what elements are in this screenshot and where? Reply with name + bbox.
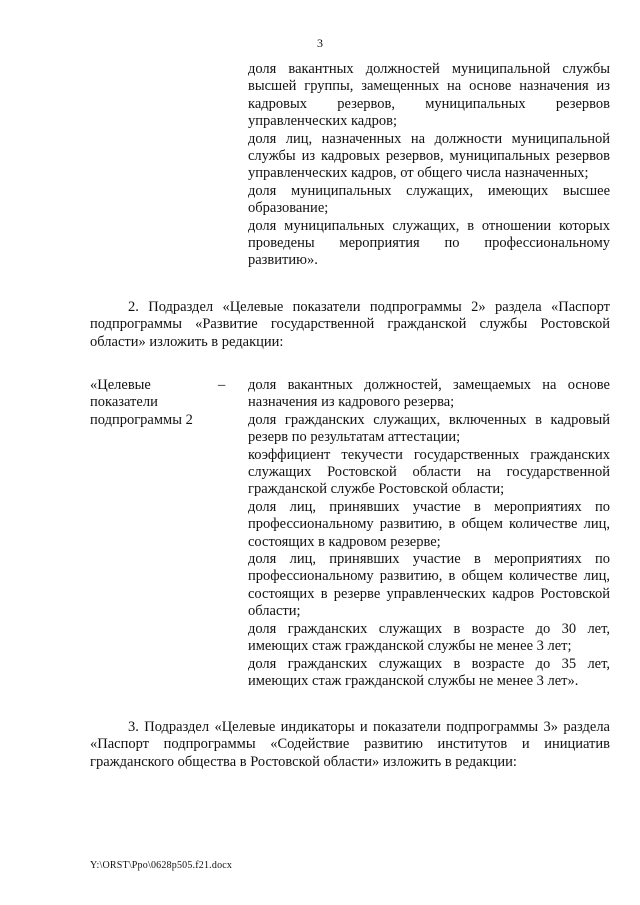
list-item: доля гражданских служащих, включенных в кадровый резерв по результатам аттестации; bbox=[248, 411, 610, 446]
indicators-list-municipal bbox=[248, 61, 610, 270]
list-item: доля муниципальных служащих, имеющих высшее образование; bbox=[248, 182, 610, 217]
list-item: доля муниципальных служащих, в отношении которых проведены мероприятия по профессиональному развитию». bbox=[248, 217, 610, 269]
section-label-line: подпрограммы 2 bbox=[90, 411, 193, 428]
page-number: 3 bbox=[317, 36, 323, 50]
list-item: коэффициент текучести государственных гражданских служащих Ростовской области на государственной гражданской службе Ростовской области; bbox=[248, 446, 610, 498]
paragraph-2: 2. Подраздел «Целевые показатели подпрограммы 2» раздела «Паспорт подпрограммы «Развитие государственной гражданской службы Ростовской области» изложить в редакции: bbox=[90, 299, 610, 350]
section-label-line: показатели bbox=[90, 394, 158, 411]
list-item: доля лиц, принявших участие в мероприятиях по профессиональному развитию, в общем количестве лиц, состоящих в кадровом резерве; bbox=[248, 498, 610, 550]
section-label bbox=[90, 377, 250, 429]
list-item: доля гражданских служащих в возрасте до 35 лет, имеющих стаж гражданской службы не менее 3 лет». bbox=[248, 655, 610, 689]
list-item: доля вакантных должностей, замещаемых на основе назначения из кадрового резерва; bbox=[248, 377, 610, 411]
paragraph-3: 3. Подраздел «Целевые индикаторы и показатели подпрограммы 3» раздела «Паспорт подпрограммы «Содействие развитию институтов и инициатив гражданского общества в Ростовской области» изложить в редакции: bbox=[90, 719, 610, 770]
indicators-list-subprogram-2 bbox=[248, 377, 610, 690]
label-dash: – bbox=[218, 377, 226, 393]
list-item: доля вакантных должностей муниципальной службы высшей группы, замещенных на основе назначения из кадровых резервов, муниципальных резервов управленческих кадров; bbox=[248, 61, 610, 130]
list-item: доля гражданских служащих в возрасте до 30 лет, имеющих стаж гражданской службы не менее 3 лет; bbox=[248, 620, 610, 655]
list-item: доля лиц, назначенных на должности муниципальной службы из кадровых резервов, муниципальных резервов управленческих кадров, от общего числа назначенных; bbox=[248, 130, 610, 182]
list-item: доля лиц, принявших участие в мероприятиях по профессиональному развитию, в общем количестве лиц, состоящих в резерве управленческих кадров Ростовской области; bbox=[248, 551, 610, 620]
file-path-footer: Y:\ORST\Ppo\0628p505.f21.docx bbox=[90, 860, 233, 871]
section-label-line: «Целевые bbox=[90, 377, 151, 393]
